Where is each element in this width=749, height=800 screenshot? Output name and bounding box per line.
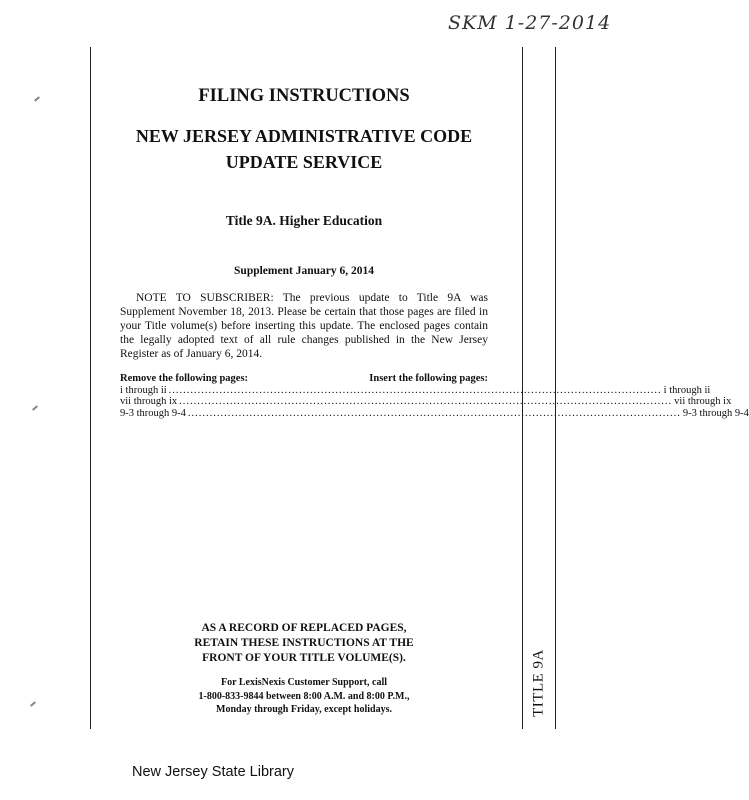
subscriber-note	[120, 291, 488, 361]
remove-pages-header: Remove the following pages:	[120, 373, 249, 384]
pages-table-header	[120, 373, 488, 385]
table-row	[120, 407, 749, 420]
handwritten-annotation: SKM 1-27-2014	[448, 12, 612, 34]
code-title-line-1: NEW JERSEY ADMINISTRATIVE CODE	[135, 126, 473, 146]
table-row	[120, 384, 711, 397]
margin-mark	[30, 701, 36, 706]
insert-pages-header: Insert the following pages:	[369, 373, 488, 384]
title-subject: Title 9A. Higher Education	[225, 213, 383, 228]
remove-pages-cell: i through ii	[120, 384, 167, 396]
page-title: FILING INSTRUCTIONS	[198, 86, 410, 106]
remove-pages-cell: 9-3 through 9-4	[120, 407, 186, 419]
support-line-3: Monday through Friday, except holidays.	[216, 704, 392, 715]
insert-pages-cell: 9-3 through 9-4	[682, 407, 749, 419]
subscriber-note-text: NOTE TO SUBSCRIBER: The previous update to Title 9A was Supplement November 18, 2013. Please be certain that those pages are filed in your Title volume(s) before inserting this update. The enclosed pages contain the legally adopted text of all rule changes published in the New Jersey Register as of January 6, 2014.	[120, 292, 488, 360]
customer-support-notice	[120, 676, 488, 717]
margin-mark	[32, 405, 38, 410]
code-title	[120, 123, 488, 175]
support-line-2: 1-800-833-9844 between 8:00 A.M. and 8:00 P.M.,	[198, 690, 410, 702]
support-line-1: For LexisNexis Customer Support, call	[220, 677, 387, 688]
record-notice-line-1: AS A RECORD OF REPLACED PAGES,	[201, 622, 407, 634]
margin-mark	[34, 96, 40, 101]
dot-leader: ........................................................................................................................................	[168, 384, 662, 396]
dot-leader: ........................................................................................................................................	[179, 396, 673, 407]
pages-table	[120, 373, 749, 419]
instructions-content	[120, 86, 749, 419]
spine-label	[523, 633, 555, 733]
table-row	[120, 396, 732, 408]
library-stamp: New Jersey State Library	[132, 764, 294, 780]
dot-leader: ........................................................................................................................................	[187, 407, 681, 419]
record-notice-line-3: FRONT OF YOUR TITLE VOLUME(S).	[202, 652, 406, 664]
code-title-line-2: UPDATE SERVICE	[225, 152, 383, 172]
remove-pages-cell: vii through ix	[120, 396, 178, 407]
record-notice	[120, 621, 488, 666]
spine-label-text: TITLE 9A	[530, 649, 547, 717]
insert-pages-cell: vii through ix	[674, 396, 732, 407]
supplement-date: Supplement January 6, 2014	[234, 265, 374, 277]
record-notice-line-2: RETAIN THESE INSTRUCTIONS AT THE	[194, 637, 414, 649]
insert-pages-cell: i through ii	[663, 384, 711, 396]
